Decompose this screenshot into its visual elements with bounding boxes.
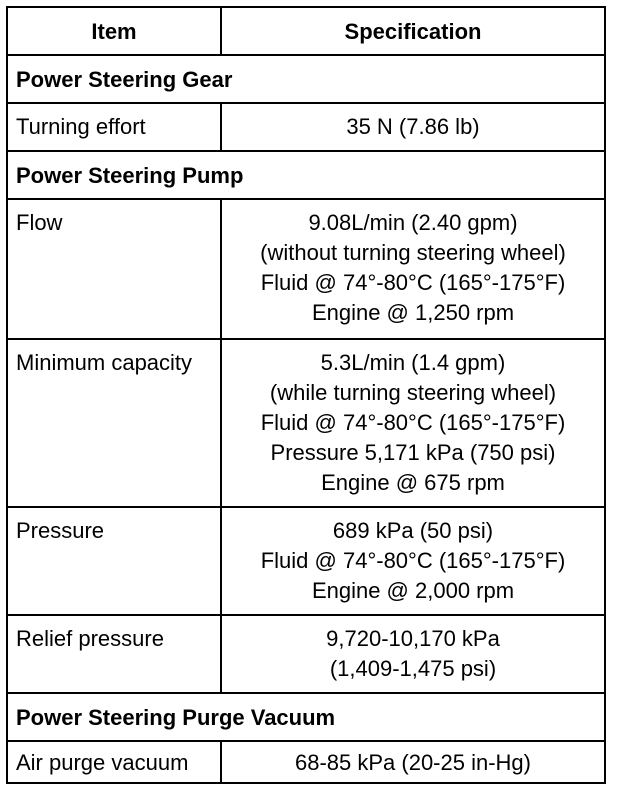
spec-line: Engine @ 2,000 rpm: [311, 578, 515, 603]
item-label: Flow: [8, 200, 222, 338]
table-row: [8, 338, 604, 506]
section-heading: Power Steering Pump: [8, 150, 604, 198]
spec-value: [222, 616, 604, 692]
spec-table: [6, 6, 606, 784]
table-row: [8, 102, 604, 150]
spec-line: 35 N (7.86 lb): [346, 114, 480, 139]
item-label: Minimum capacity: [8, 340, 222, 506]
spec-line: 9,720-10,170 kPa: [326, 626, 500, 651]
spec-line: Fluid @ 74°-80°C (165°-175°F): [260, 548, 566, 573]
spec-line: 689 kPa (50 psi): [332, 518, 494, 543]
spec-line: 9.08L/min (2.40 gpm): [308, 210, 518, 235]
item-label: Pressure: [8, 508, 222, 614]
header-item: Item: [8, 8, 222, 54]
item-label: Turning effort: [8, 104, 222, 150]
table-row: [8, 740, 604, 782]
table-row: [8, 614, 604, 692]
section-heading: Power Steering Purge Vacuum: [8, 692, 604, 740]
spec-line: Engine @ 1,250 rpm: [311, 300, 515, 325]
spec-line: (1,409-1,475 psi): [329, 656, 497, 681]
spec-line: 5.3L/min (1.4 gpm): [320, 350, 506, 375]
spec-value: [222, 742, 604, 782]
spec-line: (while turning steering wheel): [269, 380, 557, 405]
table-header-row: [8, 8, 604, 54]
table-row: [8, 198, 604, 338]
spec-line: Pressure 5,171 kPa (750 psi): [270, 440, 556, 465]
item-label: Air purge vacuum: [8, 742, 222, 782]
section-heading: Power Steering Gear: [8, 54, 604, 102]
spec-line: 68-85 kPa (20-25 in-Hg): [294, 750, 531, 775]
spec-value: [222, 200, 604, 338]
spec-value: [222, 340, 604, 506]
spec-line: Fluid @ 74°-80°C (165°-175°F): [260, 270, 566, 295]
header-specification: Specification: [344, 19, 482, 44]
spec-value: [222, 104, 604, 150]
item-label: Relief pressure: [8, 616, 222, 692]
spec-line: (without turning steering wheel): [260, 240, 566, 265]
spec-line: Fluid @ 74°-80°C (165°-175°F): [260, 410, 566, 435]
spec-line: Engine @ 675 rpm: [321, 470, 505, 495]
table-row: [8, 506, 604, 614]
spec-value: [222, 508, 604, 614]
